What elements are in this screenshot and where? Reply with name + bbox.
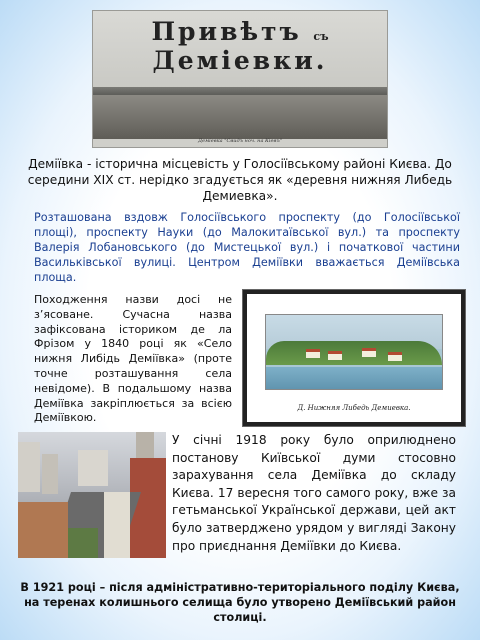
painting-house — [306, 349, 320, 358]
postcard-title — [93, 17, 387, 75]
city-building — [18, 442, 40, 492]
painting-water — [266, 367, 442, 390]
city-building — [78, 450, 108, 486]
painting-house — [362, 348, 376, 357]
painting-caption: Д. Нижняя Либедь Демиевка. — [297, 404, 411, 412]
city-building — [104, 492, 130, 558]
postcard-horizon — [93, 87, 387, 95]
footer-paragraph: В 1921 році – після адміністративно-територіального поділу Києва, на теренах колишнього селища було утворено Деміївський район столиці. — [20, 581, 460, 624]
village-painting — [265, 314, 443, 390]
modern-city-photo — [18, 432, 166, 558]
city-building — [42, 454, 58, 494]
postcard-title-greeting: Привѣтъ — [151, 17, 302, 46]
intro-paragraph: Деміївка - історична місцевість у Голосіївському районі Києва. До середини XIX ст. нерідко згадується як «деревня нижняя Либедь Демиевка». — [27, 157, 453, 203]
city-trees — [68, 528, 98, 558]
painting-trees — [266, 341, 442, 365]
origin-paragraph: Походження назви досі не з’ясоване. Сучасна назва зафіксована істориком де ла Фрізом у 1840 році як «Село нижня Либідь Деміївка» (проте точне розташування села невідоме). В подальшому назва Деміївка закріплюється за всією Деміївкою. — [34, 293, 232, 425]
postcard-title-connector: съ — [313, 30, 329, 43]
annexation-paragraph: У січні 1918 року було оприлюднено постанову Київської думи стосовно зарахування села Деміївка до складу Києва. 17 вересня того самого року, вже за гетьманської Української держави, цей акт було затверджено урядом у вигляді Закону про приєднання Деміївки до Києва. — [172, 433, 456, 553]
city-building-brown — [18, 502, 68, 558]
postcard-field — [93, 95, 387, 139]
painting-image-frame — [243, 290, 465, 426]
location-paragraph: Розташована вздовж Голосіївського проспекту (до Голосіївської площі), проспекту Науки (до Малокитаївської вул.) та проспекту Валерія Лобановського (до Мистецької вул.) і початкової частини Васильківської вулиці. Центром Деміївки вважається Деміївська площа. — [34, 211, 460, 284]
postcard-caption: Дeміевка "Свидъ ноч. на Кіевъ" — [198, 138, 282, 144]
painting-house — [328, 351, 342, 360]
postcard-title-name: Деміевки. — [152, 46, 328, 75]
historic-postcard-image — [92, 10, 388, 148]
painting-house — [388, 352, 402, 361]
